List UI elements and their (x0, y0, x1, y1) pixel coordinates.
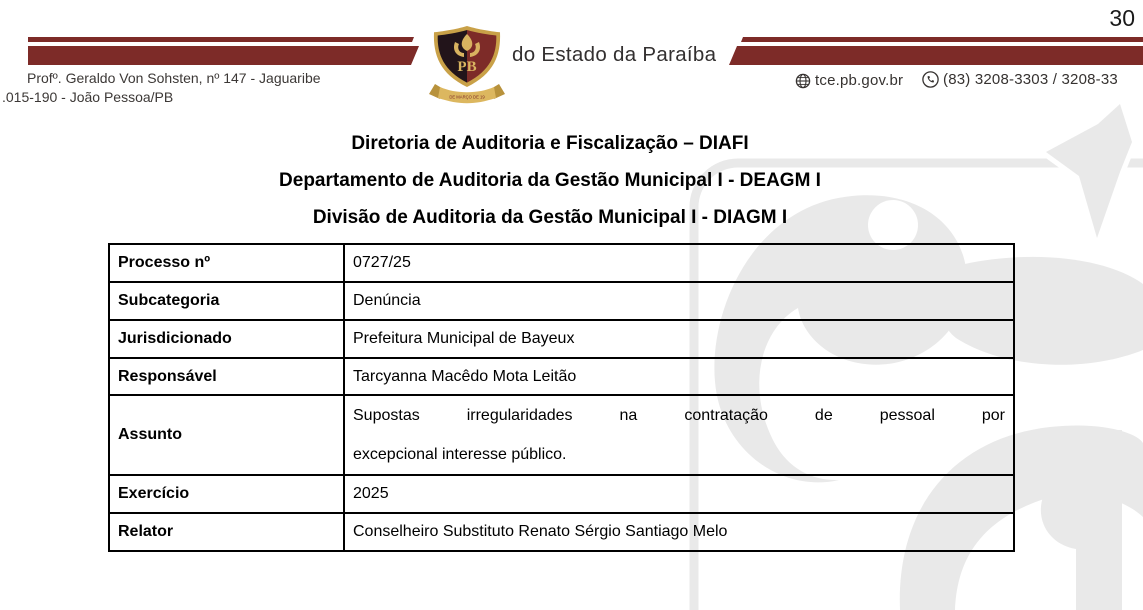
globe-icon (795, 73, 811, 89)
row-label: Responsável (109, 358, 344, 395)
header-bar-right-thick (729, 46, 1143, 65)
website-text: tce.pb.gov.br (815, 72, 904, 89)
header-bar-left-thin (28, 37, 414, 42)
website-contact (795, 72, 903, 89)
row-label: Assunto (109, 395, 344, 475)
header-bar-left-thick (28, 46, 419, 65)
phone-text: (83) 3208-3303 / 3208-33 (943, 71, 1118, 88)
phone-contact (922, 71, 1118, 88)
row-label: Subcategoria (109, 282, 344, 320)
assunto-line-2: excepcional interesse público. (353, 446, 567, 463)
row-value: Conselheiro Substituto Renato Sérgio Santiago Melo (344, 513, 1014, 551)
row-label: Relator (109, 513, 344, 551)
row-value: Prefeitura Municipal de Bayeux (344, 320, 1014, 358)
phone-icon (922, 71, 939, 88)
row-value: 2025 (344, 475, 1014, 513)
heading-diafi: Diretoria de Auditoria e Fiscalização – DIAFI (351, 133, 749, 154)
row-label: Jurisdicionado (109, 320, 344, 358)
header-bar-right-thin (741, 37, 1143, 42)
table-row (109, 513, 1014, 551)
table-row (109, 395, 1014, 475)
row-value: 0727/25 (344, 244, 1014, 282)
logo-ribbon-text: DE MARÇO DE 19 (449, 94, 485, 100)
row-label: Exercício (109, 475, 344, 513)
row-value (344, 395, 1014, 475)
heading-diagm: Divisão de Auditoria da Gestão Municipal I - DIAGM I (312, 207, 788, 228)
row-value: Denúncia (344, 282, 1014, 320)
logo-monogram: PB (457, 59, 477, 75)
tce-pb-crest-logo (426, 24, 508, 108)
address-line-1: Profº. Geraldo Von Sohsten, nº 147 - Jaguaribe (27, 70, 321, 86)
table-row (109, 475, 1014, 513)
heading-deagm: Departamento de Auditoria da Gestão Municipal I - DEAGM I (279, 170, 821, 191)
row-value: Tarcyanna Macêdo Mota Leitão (344, 358, 1014, 395)
assunto-line-1: Supostas irregularidades na contratação de pessoal por (353, 407, 1005, 424)
watermark-star (1046, 104, 1132, 238)
institution-name: do Estado da Paraíba (512, 43, 717, 66)
process-info-table (108, 243, 1015, 552)
row-label: Processo nº (109, 244, 344, 282)
table-row (109, 320, 1014, 358)
page-number: 30 (1109, 5, 1135, 31)
table-row (109, 244, 1014, 282)
address-line-2: .015-190 - João Pessoa/PB (2, 89, 174, 105)
table-row (109, 358, 1014, 395)
table-row (109, 282, 1014, 320)
